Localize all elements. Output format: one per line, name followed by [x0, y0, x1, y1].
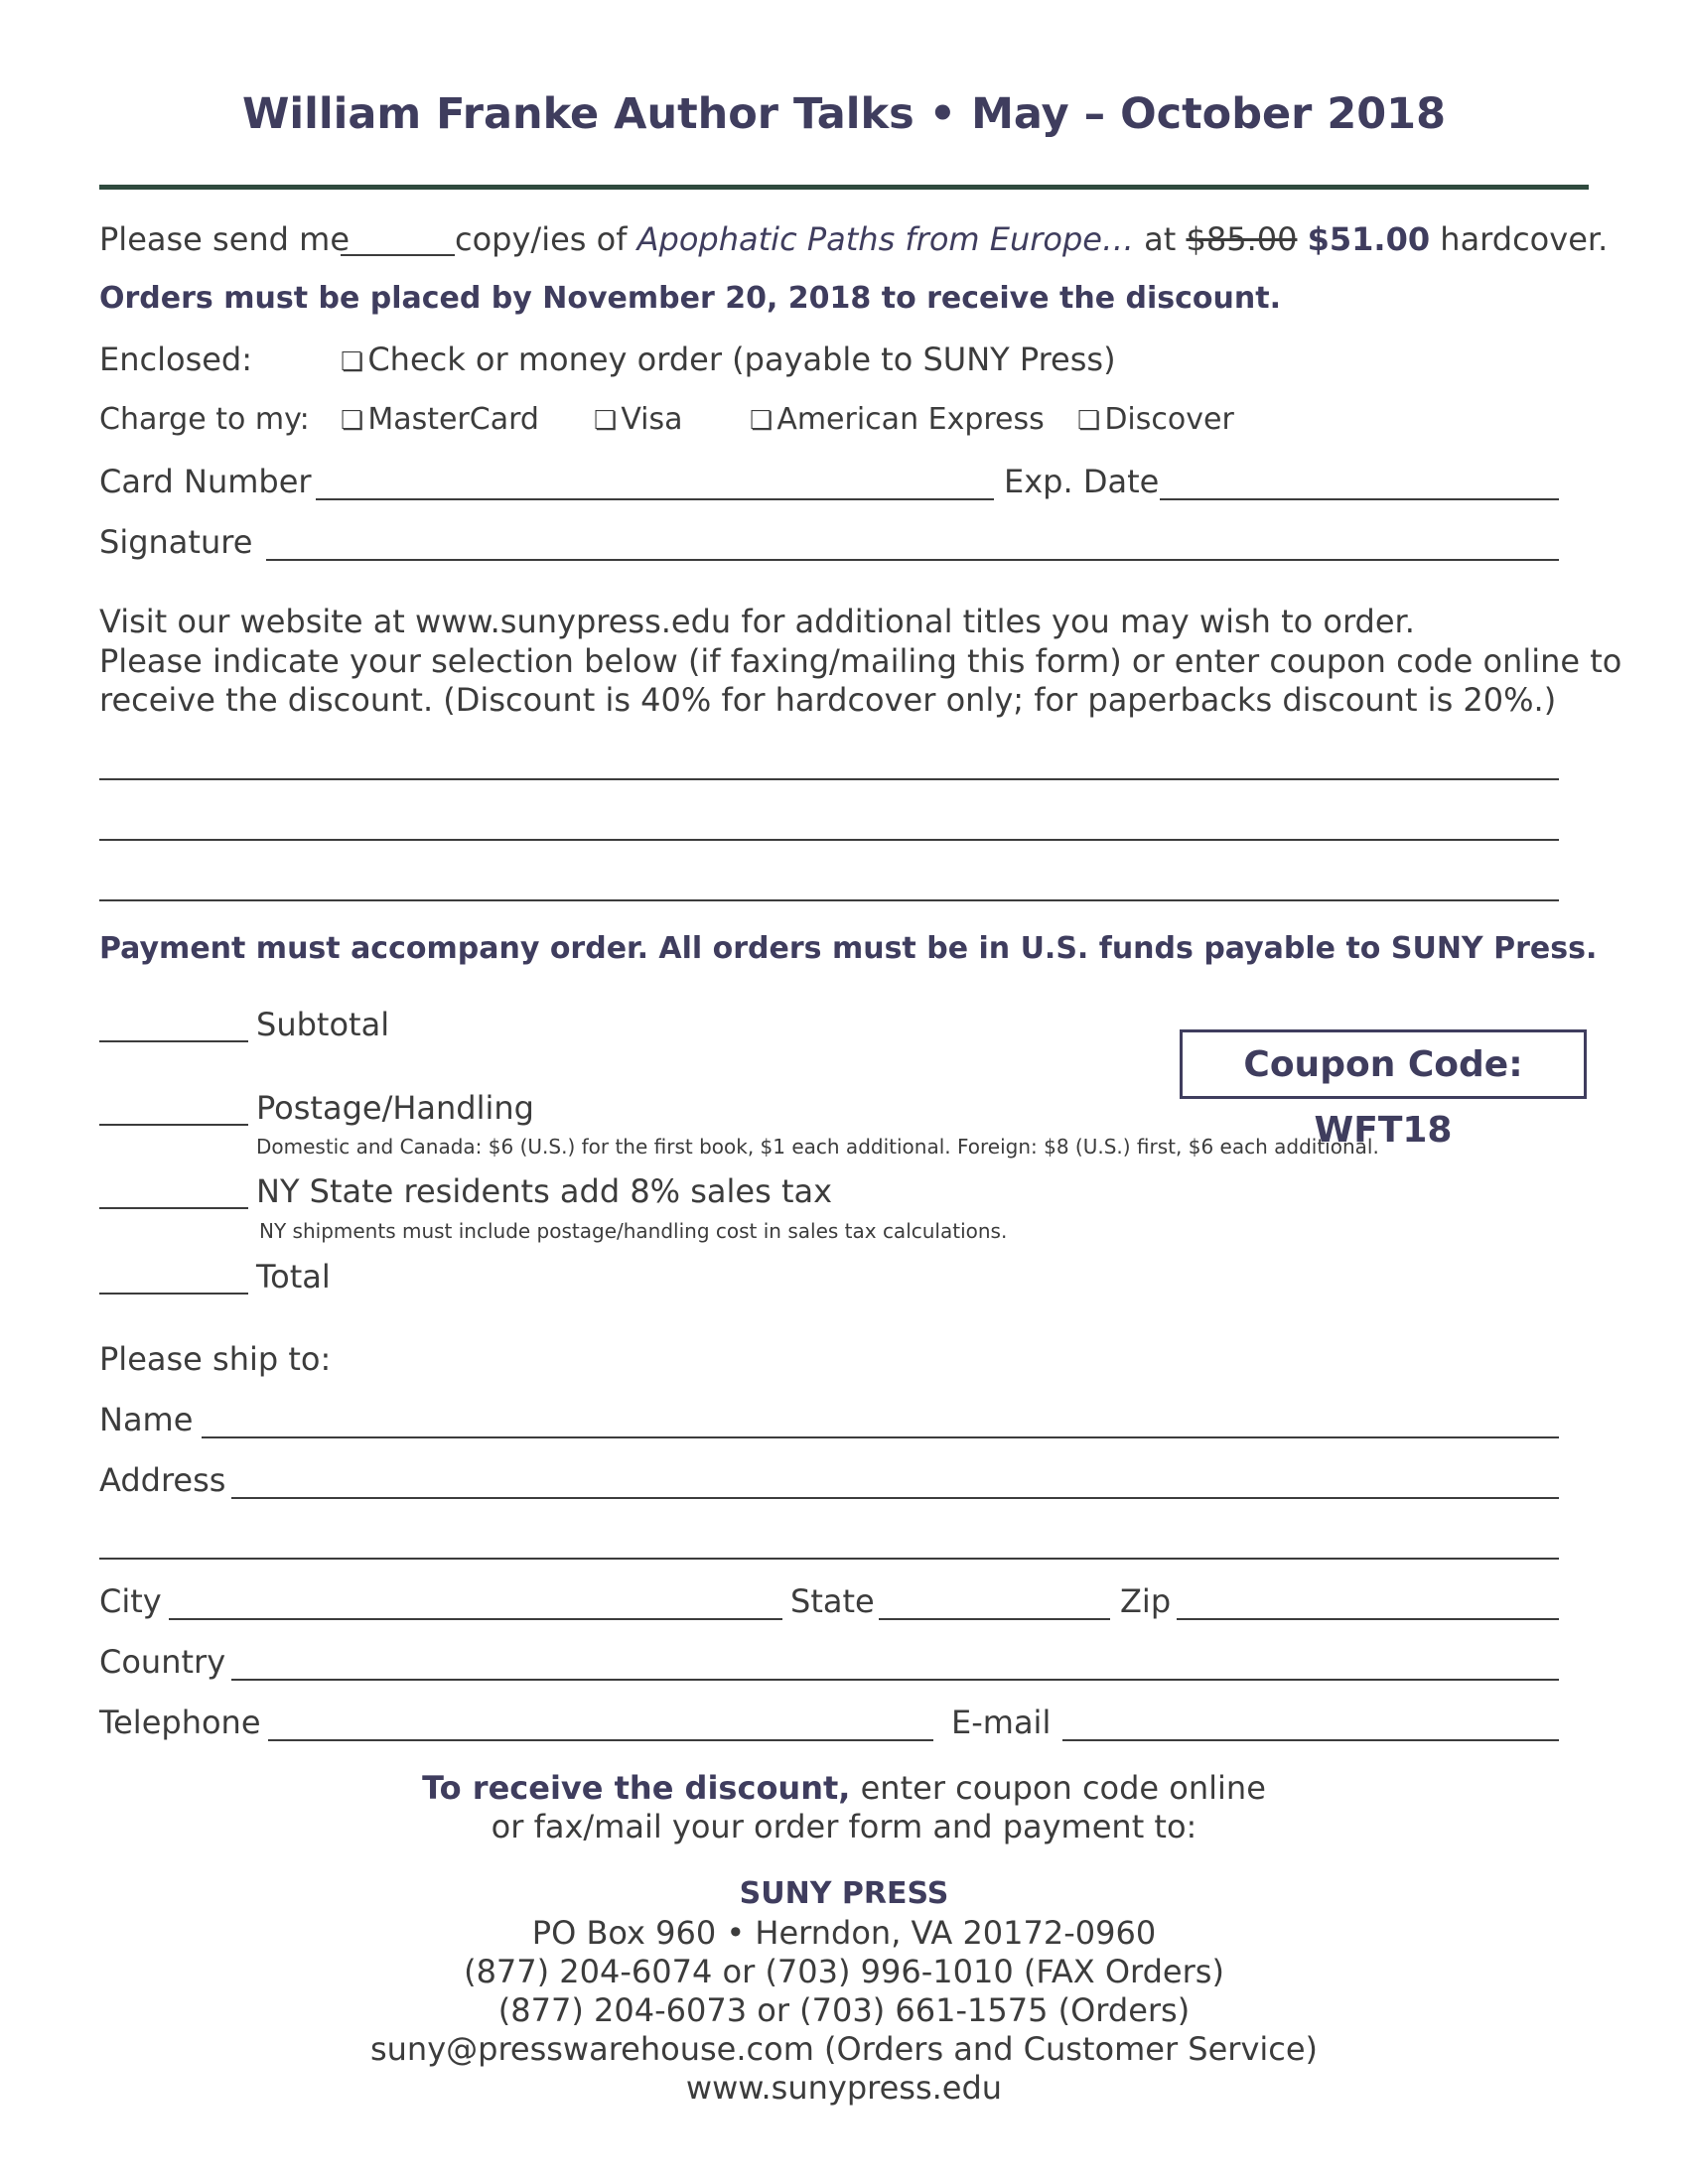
card-option-label: Visa	[621, 402, 683, 437]
city-field[interactable]	[169, 1618, 782, 1620]
new-price: $51.00	[1307, 220, 1431, 258]
card-option-amex[interactable]	[750, 402, 1045, 437]
card-option-visa[interactable]	[594, 402, 683, 437]
email-label: E-mail	[951, 1704, 1052, 1741]
website-note-line2: Please indicate your selection below (if faxing/mailing this form) or enter coupon code online to	[99, 642, 1622, 680]
city-label: City	[99, 1582, 162, 1620]
selection-line-2[interactable]	[99, 839, 1559, 841]
discount-instructions-bold: To receive the discount,	[422, 1769, 851, 1807]
tax-note: NY shipments must include postage/handling cost in sales tax calculations.	[259, 1219, 1008, 1243]
press-name: SUNY PRESS	[739, 1876, 949, 1911]
postage-label: Postage/Handling	[256, 1089, 534, 1127]
signature-label: Signature	[99, 523, 253, 561]
press-email: suny@presswarehouse.com (Orders and Customer Service)	[369, 2030, 1319, 2068]
card-number-field[interactable]	[316, 498, 994, 500]
selection-line-3[interactable]	[99, 899, 1559, 901]
discount-instructions-line2: or fax/mail your order form and payment to:	[491, 1808, 1197, 1845]
tax-label: NY State residents add 8% sales tax	[256, 1172, 833, 1210]
format-label: hardcover.	[1440, 220, 1609, 258]
address-label: Address	[99, 1461, 226, 1499]
checkbox-icon[interactable]: ❏	[1077, 406, 1101, 436]
zip-field[interactable]	[1177, 1618, 1559, 1620]
exp-date-field[interactable]	[1160, 498, 1559, 500]
state-field[interactable]	[879, 1618, 1110, 1620]
check-option-label: Check or money order (payable to SUNY Press)	[367, 341, 1116, 378]
telephone-field[interactable]	[268, 1739, 933, 1741]
card-number-label: Card Number	[99, 463, 312, 500]
subtotal-field[interactable]	[99, 1040, 248, 1042]
title-divider	[99, 185, 1589, 190]
address-field-line-2[interactable]	[99, 1558, 1559, 1560]
copies-field[interactable]	[341, 254, 455, 256]
total-field[interactable]	[99, 1293, 248, 1295]
country-field[interactable]	[231, 1679, 1559, 1681]
checkbox-icon[interactable]: ❏	[341, 406, 364, 436]
email-field[interactable]	[1062, 1739, 1559, 1741]
card-option-discover[interactable]	[1077, 402, 1234, 437]
send-mid	[455, 220, 1608, 258]
total-label: Total	[256, 1258, 331, 1296]
discount-instructions-rest: enter coupon code online	[860, 1769, 1266, 1807]
name-field[interactable]	[202, 1436, 1559, 1438]
subtotal-label: Subtotal	[256, 1006, 390, 1043]
charge-label: Charge to my:	[99, 402, 310, 437]
copies-label: copy/ies of	[455, 220, 628, 258]
check-option[interactable]	[341, 341, 1116, 378]
discount-instructions	[99, 1769, 1589, 1807]
country-label: Country	[99, 1643, 226, 1681]
checkbox-icon[interactable]: ❏	[594, 406, 618, 436]
card-option-label: American Express	[776, 402, 1045, 437]
coupon-code-box: Coupon Code: WFT18	[1180, 1029, 1587, 1099]
selection-line-1[interactable]	[99, 778, 1559, 780]
press-fax: (877) 204-6074 or (703) 996-1010 (FAX Orders)	[464, 1953, 1224, 1990]
card-option-label: MasterCard	[367, 402, 539, 437]
signature-field[interactable]	[266, 559, 1559, 561]
press-website: www.sunypress.edu	[685, 2069, 1003, 2107]
page-title: William Franke Author Talks • May – October 2018	[241, 89, 1447, 139]
name-label: Name	[99, 1401, 194, 1438]
state-label: State	[790, 1582, 875, 1620]
postage-field[interactable]	[99, 1124, 248, 1126]
old-price: $85.00	[1186, 220, 1298, 258]
enclosed-label: Enclosed:	[99, 341, 253, 378]
website-note-line1: Visit our website at www.sunypress.edu for additional titles you may wish to order.	[99, 603, 1415, 640]
exp-date-label: Exp. Date	[1004, 463, 1160, 500]
card-option-mastercard[interactable]	[341, 402, 539, 437]
press-address: PO Box 960 • Herndon, VA 20172-0960	[531, 1914, 1157, 1952]
tax-field[interactable]	[99, 1207, 248, 1209]
book-title: Apophatic Paths from Europe…	[636, 220, 1134, 258]
deadline-notice: Orders must be placed by November 20, 2018 to receive the discount.	[99, 281, 1281, 316]
card-option-label: Discover	[1104, 402, 1234, 437]
send-prefix: Please send me	[99, 220, 350, 258]
postage-note: Domestic and Canada: $6 (U.S.) for the first book, $1 each additional. Foreign: $8 (U.S.) first, $6 each additional.	[256, 1135, 1379, 1159]
press-phone: (877) 204-6073 or (703) 661-1575 (Orders)	[497, 1991, 1191, 2029]
website-note-line3: receive the discount. (Discount is 40% for hardcover only; for paperbacks discount is 20%.)	[99, 681, 1557, 719]
payment-notice: Payment must accompany order. All orders must be in U.S. funds payable to SUNY Press.	[99, 931, 1598, 966]
telephone-label: Telephone	[99, 1704, 261, 1741]
zip-label: Zip	[1120, 1582, 1172, 1620]
at-label: at	[1144, 220, 1177, 258]
order-form	[99, 0, 1622, 2184]
checkbox-icon[interactable]: ❏	[750, 406, 774, 436]
ship-to-heading: Please ship to:	[99, 1340, 332, 1378]
checkbox-icon[interactable]: ❏	[341, 347, 364, 377]
address-field[interactable]	[231, 1497, 1559, 1499]
